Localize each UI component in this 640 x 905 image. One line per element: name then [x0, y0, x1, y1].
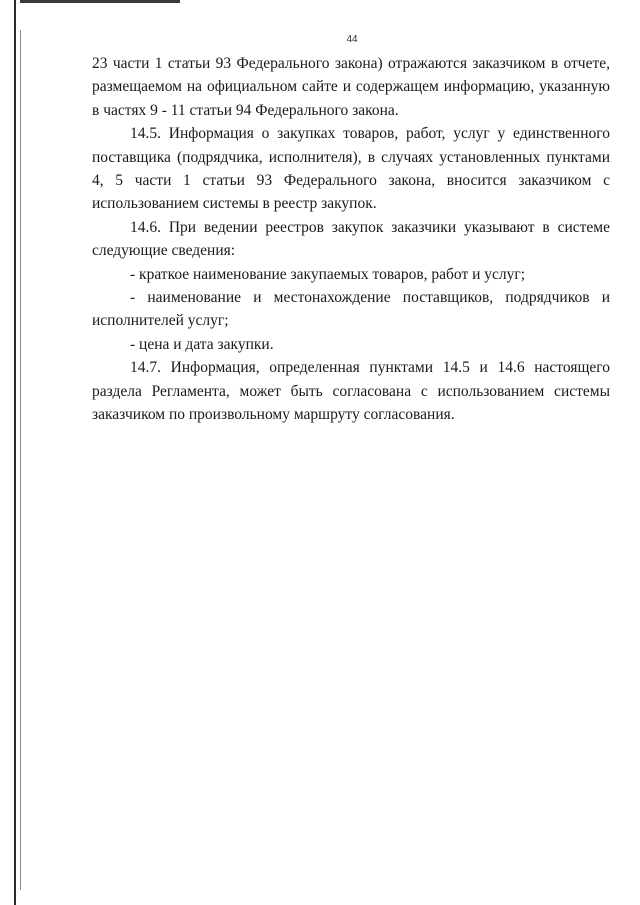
paragraph-14-5: 14.5. Информация о закупках товаров, работ, услуг у единственного поставщика (подрядчика, исполнителя), в случаях установленных пунктами 4, 5 части 1 статьи 93 Федерального закона, вносится заказчиком с использованием системы в реестр закупок. — [92, 125, 610, 213]
scan-top-edge — [20, 0, 180, 3]
paragraph-14-7: 14.7. Информация, определенная пунктами 14.5 и 14.6 настоящего раздела Регламента, может быть согласована с использованием системы заказчиком по произвольному маршруту согласования. — [92, 359, 610, 424]
paragraph-continuation: 23 части 1 статьи 93 Федерального закона) отражаются заказчиком в отчете, размещаемом на официальном сайте и содержащем информацию, указанную в частях 9 - 11 статьи 94 Федерального закона. — [92, 55, 610, 119]
list-item-short-name: - краткое наименование закупаемых товаров, работ и услуг; — [130, 265, 526, 283]
list-item-price-date: - цена и дата закупки. — [130, 335, 274, 353]
list-item-suppliers: - наименование и местонахождение поставщиков, подрядчиков и исполнителей услуг; — [92, 289, 610, 330]
page-number: 44 — [346, 34, 358, 45]
scan-binding-edge — [14, 0, 16, 905]
paragraph-14-6: 14.6. При ведении реестров закупок заказчики указывают в системе следующие сведения: — [92, 218, 610, 260]
scan-shadow-line — [20, 30, 21, 890]
document-body — [92, 52, 610, 427]
